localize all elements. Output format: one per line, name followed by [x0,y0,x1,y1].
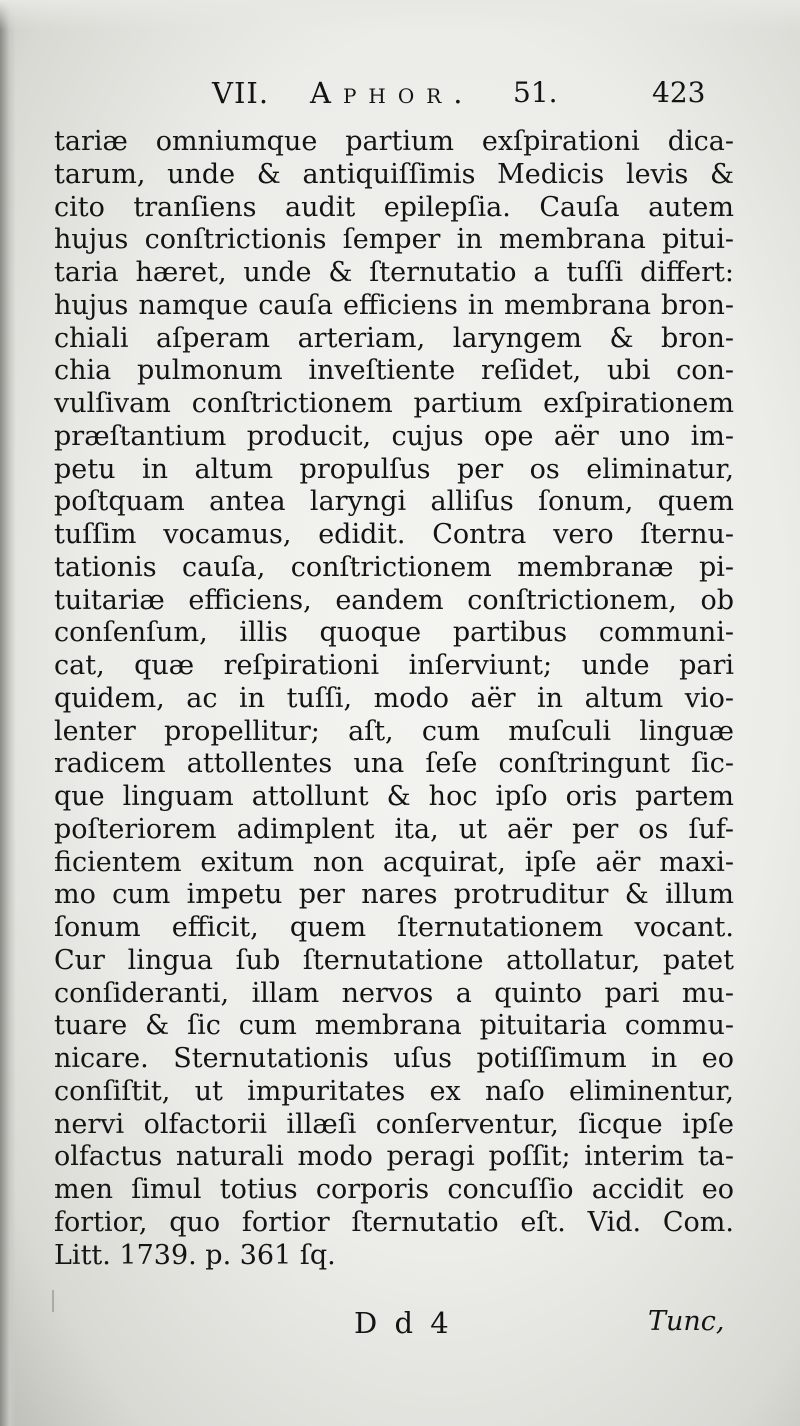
text-line: olfactus naturali modo peragi poſſit; interim ta- [54,1141,734,1173]
binding-shadow [0,0,16,1426]
aphorism-label: Aphor. [310,76,475,110]
body-text [54,126,734,1272]
text-line: chia pulmonum inveſtiente reſidet, ubi con- [54,355,734,387]
text-line: ficientem exitum non acquirat, ipſe aër maxi- [54,846,734,878]
text-line: conſiſtit, ut impuritates ex naſo eliminentur, [54,1075,734,1107]
text-line: tariæ omniumque partium exſpirationi dica- [54,126,734,157]
text-line: radicem attollentes una ſeſe conſtringunt ſic- [54,748,734,780]
text-line: cat, quæ reſpirationi inſerviunt; unde pari [54,650,734,681]
text-line: poſteriorem adimplent ita, ut aër per os ſuf- [54,813,734,845]
running-head [0,76,800,116]
text-line: ſonum efficit, quem ſternutationem vocant. [54,912,734,943]
text-line: petu in altum propulſus per os eliminatur, [54,453,734,485]
text-line: conſideranti, illam nervos a quinto pari mu- [54,977,734,1009]
text-line: mo cum impetu per nares protruditur & illum [54,879,734,911]
text-line: Cur lingua ſub ſternutatione attollatur, patet [54,944,734,976]
text-line: vulſivam conſtrictionem partium exſpirationem [54,388,734,419]
catchword: Tunc, [648,1306,725,1337]
text-line: quidem, ac in tuſſi, modo aër in altum vio- [54,682,734,714]
text-line: hujus conſtrictionis ſemper in membrana pitui- [54,224,734,256]
margin-mark [52,1290,70,1312]
section-number: VII. [212,76,270,110]
text-line: tarum, unde & antiquiſſimis Medicis levis & [54,158,734,190]
page-number: 423 [652,76,706,109]
aphorism-number: 51. [513,76,558,109]
text-line: nicare. Sternutationis uſus potiſſimum in eo [54,1043,734,1074]
text-line: cito tranſiens audit epilepſia. Cauſa autem [54,191,734,223]
text-line: tuſſim vocamus, edidit. Contra vero ſternu- [54,519,734,550]
text-line: tuitariæ efficiens, eandem conſtrictionem, ob [54,584,734,616]
text-line: conſenſum, illis quoque partibus communi- [54,617,734,649]
signature-mark: D d 4 [354,1306,453,1340]
top-edge-shadow [0,0,800,30]
text-line: nervi olfactorii illæſi conſerventur, ſicque ipſe [54,1108,734,1140]
text-line: tuare & ſic cum membrana pituitaria commu- [54,1010,734,1042]
text-line: que linguam attollunt & hoc ipſo oris partem [54,781,734,812]
text-line: fortior, quo fortior ſternutatio eſt. Vid. Com. [54,1206,734,1238]
text-line: men ſimul totius corporis concuſſio accidit eo [54,1174,734,1205]
text-line: tationis cauſa, conſtrictionem membranæ pi- [54,551,734,583]
text-line: lenter propellitur; aſt, cum muſculi linguæ [54,715,734,747]
text-line: hujus namque cauſa efficiens in membrana bron- [54,289,734,321]
text-line: præſtantium producit, cujus ope aër uno im- [54,420,734,452]
text-line: chiali aſperam arteriam, laryngem & bron- [54,322,734,354]
text-line: Litt. 1739. p. 361 ſq. [54,1239,336,1271]
text-line: taria hæret, unde & ſternutatio a tuſſi differt: [54,257,734,288]
text-line: poſtquam antea laryngi alliſus ſonum, quem [54,486,734,518]
